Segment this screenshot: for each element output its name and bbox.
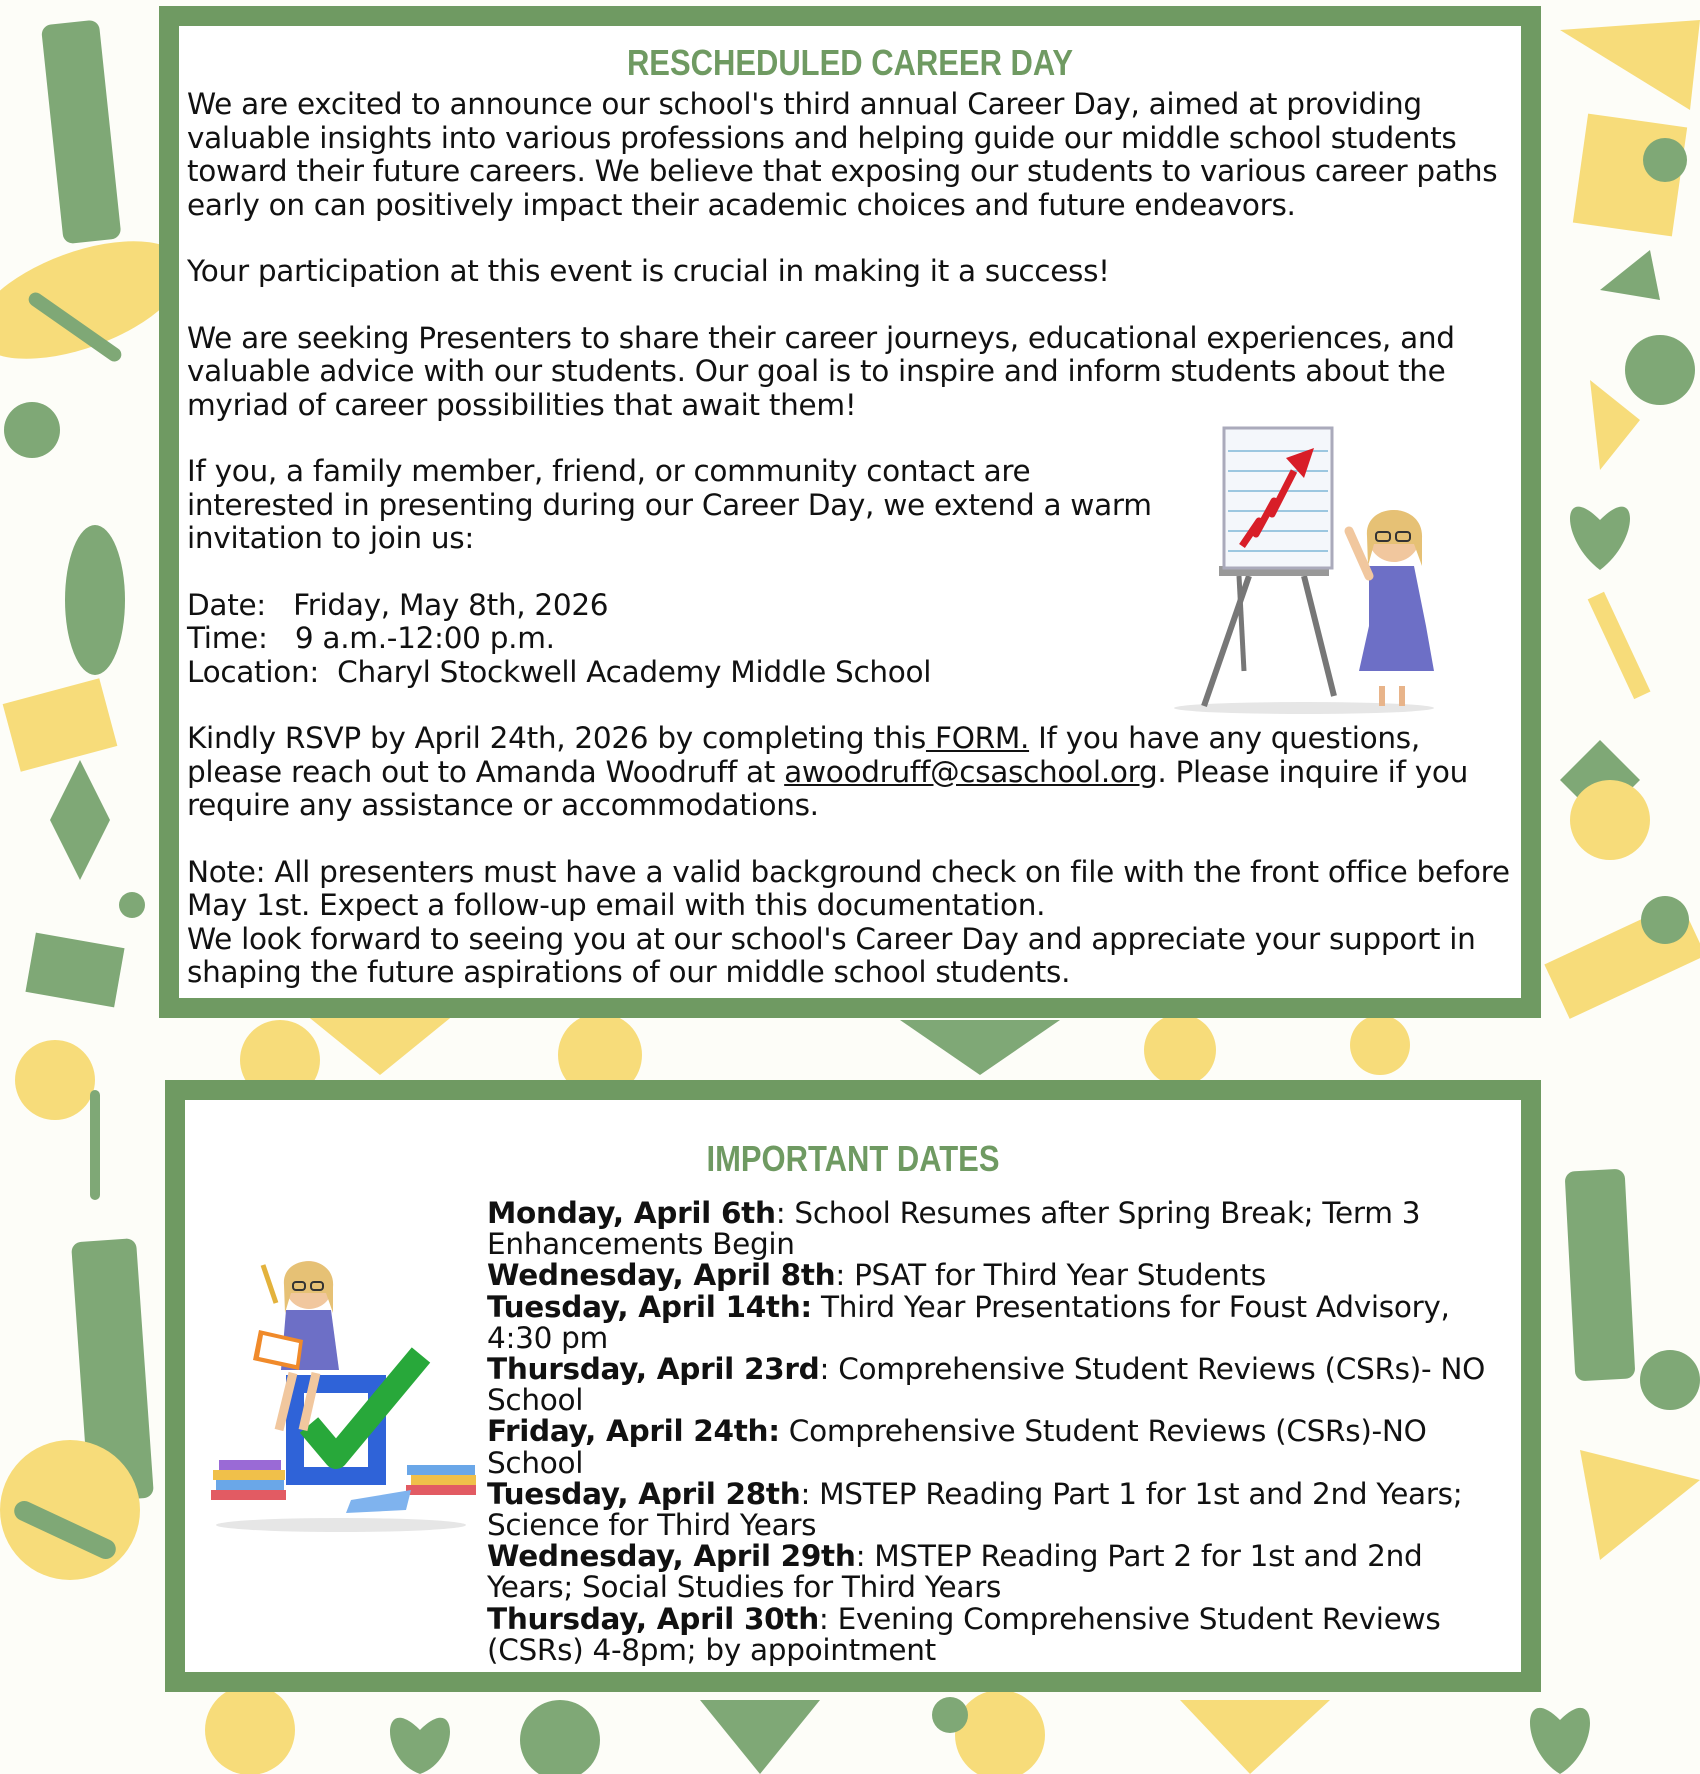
event-time: Time: 9 a.m.-12:00 p.m. xyxy=(187,621,555,655)
date-item xyxy=(487,1416,1497,1478)
presenters-paragraph: We are seeking Presenters to share their career journeys, educational experiences, and valuable advice with our students. Our goal is to inspire and inform students about the myriad of career possibilities that await them! xyxy=(187,320,1455,422)
date-item: Thursday, April 30th: Evening Comprehensive Student Reviews (CSRs) 4-8pm; by appointment xyxy=(487,1601,1441,1667)
date-description: Third Year Presentations for Foust Advisory, 4:30 pm xyxy=(487,1289,1450,1355)
date-description: MSTEP Reading Part 1 for 1st and 2nd Years; Science for Third Years xyxy=(487,1476,1463,1543)
rsvp-form-link[interactable]: FORM. xyxy=(925,721,1030,755)
date-item: Monday, April 6th: School Resumes after Spring Break; Term 3 Enhancements Begin xyxy=(487,1196,1421,1262)
date-description: Comprehensive Student Reviews (CSRs)-NO School xyxy=(487,1414,1427,1480)
invitation-paragraph: If you, a family member, friend, or community contact are interested in presenting during our Career Day, we extend a warm invitation to join us: xyxy=(187,454,1152,555)
date-day: Wednesday, April 8th xyxy=(487,1258,836,1293)
rsvp-paragraph xyxy=(187,722,1517,823)
career-day-title: RESCHEDULED CAREER DAY xyxy=(626,42,1074,83)
date-day: Thursday, April 30th xyxy=(487,1601,819,1636)
date-day: Tuesday, April 28th xyxy=(487,1476,801,1511)
date-day: Tuesday, April 14th: xyxy=(487,1289,812,1324)
date-description: Evening Comprehensive Student Reviews (CSRs) 4-8pm; by appointment xyxy=(487,1601,1441,1667)
date-description: PSAT for Third Year Students xyxy=(854,1258,1266,1293)
contact-email-link[interactable]: awoodruff@csaschool.org xyxy=(784,754,1158,789)
important-dates-panel xyxy=(165,1080,1541,1692)
intro-paragraph: We are excited to announce our school's third annual Career Day, aimed at providing valuable insights into various professions and helping guide our middle school students toward their future careers. We believe that exposing our students to various career paths early on can positively impact their academic choices and future endeavors. xyxy=(187,87,1498,222)
important-dates-title: IMPORTANT DATES xyxy=(706,1138,1000,1179)
rsvp-text-before: Kindly RSVP by April 24th, 2026 by completing this xyxy=(187,721,926,755)
career-day-panel xyxy=(159,6,1541,1018)
participation-paragraph: Your participation at this event is crucial in making it a success! xyxy=(187,254,1110,288)
date-day: Friday, April 24th: xyxy=(487,1414,780,1449)
date-item: Wednesday, April 8th: PSAT for Third Year Students xyxy=(487,1258,1266,1293)
date-item: Wednesday, April 29th: MSTEP Reading Part 2 for 1st and 2nd Years; Social Studies for Third Years xyxy=(487,1539,1423,1605)
teacher-presenting-chart-icon xyxy=(1164,426,1449,716)
note-paragraph: Note: All presenters must have a valid background check on file with the front office before May 1st. Expect a follow-up email with this documentation. xyxy=(187,854,1510,922)
event-location: Location: Charyl Stockwell Academy Middle School xyxy=(187,654,932,689)
date-description: Comprehensive Student Reviews (CSRs)- NO School xyxy=(487,1352,1486,1418)
date-day: Monday, April 6th xyxy=(487,1196,776,1230)
closing-paragraph: We look forward to seeing you at our school's Career Day and appreciate your support in shaping the future aspirations of our middle school students. xyxy=(187,921,1476,989)
event-date: Date: Friday, May 8th, 2026 xyxy=(187,587,609,622)
date-day: Wednesday, April 29th xyxy=(487,1539,856,1574)
date-description: MSTEP Reading Part 2 for 1st and 2nd Years; Social Studies for Third Years xyxy=(487,1539,1423,1605)
important-dates-list xyxy=(487,1198,1497,1666)
date-item: Thursday, April 23rd: Comprehensive Student Reviews (CSRs)- NO School xyxy=(487,1352,1486,1418)
teacher-reading-checkbox-icon xyxy=(201,1245,481,1535)
date-item: Tuesday, April 28th: MSTEP Reading Part 1 for 1st and 2nd Years; Science for Third Years xyxy=(487,1476,1463,1543)
date-description: School Resumes after Spring Break; Term 3 Enhancements Begin xyxy=(487,1196,1421,1262)
date-day: Thursday, April 23rd xyxy=(487,1352,820,1387)
rsvp-text-after: . Please inquire if you require any assistance or accommodations. xyxy=(187,754,1469,822)
rsvp-text-middle: If you have any questions, please reach out to Amanda Woodruff at xyxy=(187,721,1420,789)
date-item xyxy=(487,1289,1497,1355)
